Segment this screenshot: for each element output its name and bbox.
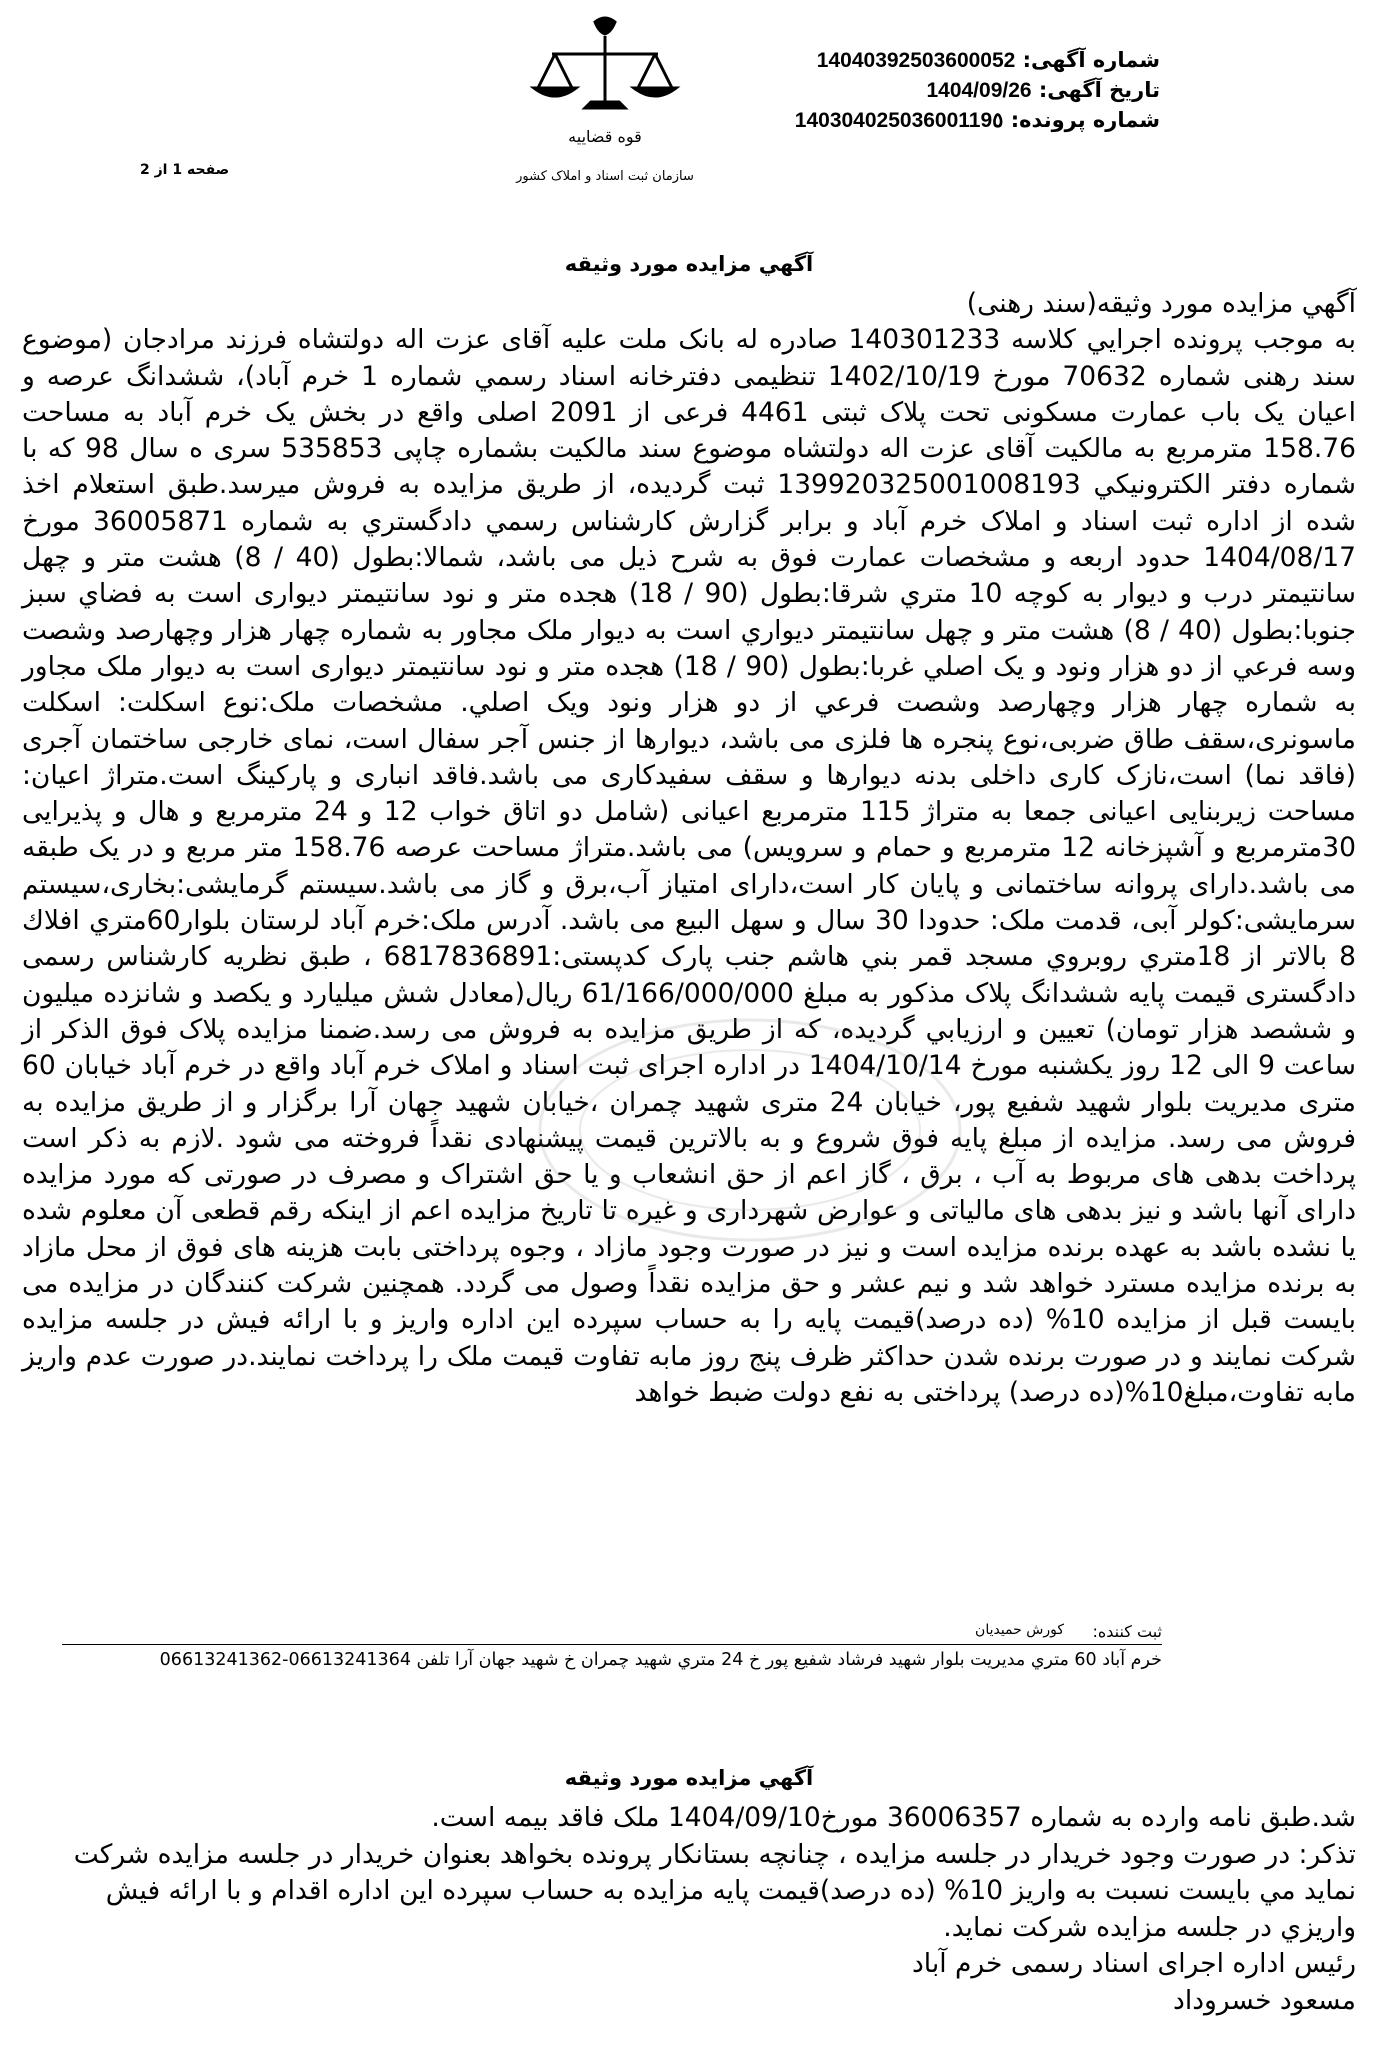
case-number-row: [780, 108, 1160, 133]
page2-title: آگهي مزايده مورد وثيقه: [564, 1766, 814, 1790]
judiciary-emblem-icon: [500, 10, 710, 210]
page1-title: آگهي مزايده مورد وثيقه: [564, 252, 814, 276]
ad-date-value: 1404/09/26: [926, 79, 1032, 102]
emblem-text-judiciary: قوه قضاییه: [568, 127, 642, 146]
recorder-row: [0, 1620, 1162, 1646]
watermark-stamp-icon: [520, 1000, 980, 1260]
ad-number-value: 14040392503600052: [816, 49, 1016, 72]
signer-title: رئیس اداره اجرای اسناد رسمی خرم آباد: [911, 1948, 1356, 1979]
footer-divider: [62, 1644, 1162, 1645]
page1-subtitle: آگهي مزايده مورد وثيقه(سند رهنی): [966, 288, 1356, 319]
page1-paragraph: به موجب پرونده اجرايي كلاسه 140301233 صادره له بانک ملت علیه آقای عزت اله دولتشاه فرزند مرادجان (موضوع سند رهنی شماره 70632 مورخ 1402/10/19 تنظیمی دفترخانه اسناد رسمي شماره 1 خرم آباد)، ششدانگ عرصه و اعیان یک باب عمارت مسکونی تحت پلاک ثبتی 4461 فرعی از 2091 اصلی واقع در بخش یک خرم آباد به مساحت 158.76 مترمربع به مالکیت آقای عزت اله دولتشاه موضوع سند مالکیت بشماره چاپی 535853 سری ه سال 98 که با شماره دفتر الكترونيكي 139920325001008193 ثبت گردیده، از طريق مزايده به فروش ميرسد.طبق استعلام اخذ شده از اداره ثبت اسناد و املاک خرم آباد و برابر گزارش كارشناس رسمي دادگستري به شماره 36005871 مورخ 1404/08/17 حدود اربعه و مشخصات عمارت فوق به شرح ذیل می باشد، شمالا:بطول (40 / 8) هشت متر و چهل سانتیمتر درب و دیوار به کوچه 10 متري شرقا:بطول (90 / 18) هجده متر و نود سانتیمتر دیواری است به فضاي سبز جنوبا:بطول (40 / 8) هشت متر و چهل سانتيمتر ديواري است به دیوار ملک مجاور به شماره چهار هزار وچهارصد وشصت وسه فرعي از دو هزار ونود و یک اصلي غربا:بطول (90 / 18) هجده متر و نود سانتیمتر دیواری است به دیوار ملک مجاور به شماره چهار هزار وچهارصد وشصت فرعي از دو هزار ونود ويک اصلي. مشخصات ملک:نوع اسکلت: اسکلت ماسونری،سقف طاق ضربی،نوع پنجره ها فلزی می باشد، دیوارها از جنس آجر سفال است، نمای خارجی ساختمان آجری (فاقد نما) است،نازک کاری داخلی بدنه دیوارها و سقف سفیدکاری می باشد.فاقد انباری و پارکینگ است.متراژ اعیان: مساحت زیربنایی اعیانی جمعا به متراژ 115 مترمربع اعیانی (شامل دو اتاق خواب 12 و 24 مترمربع و هال و پذیرایی 30مترمربع و آشپزخانه 12 مترمربع و حمام و سرویس) می باشد.متراژ مساحت عرصه 158.76 متر مربع و در یک طبقه می باشد.دارای پروانه ساختمانی و پایان کار است،دارای امتیاز آب،برق و گاز می باشد.سیستم گرمایشی:بخاری،سیستم سرمایشی:کولر آبی، قدمت ملک: حدودا 30 سال و سهل البیع می باشد. آدرس ملک:خرم آباد لرستان بلوار60متري افلاك 8 بالاتر از 18متري روبروي مسجد قمر بني هاشم جنب پارک کدپستی:6817836891 ، طبق نظریه کارشناس رسمی دادگستری قیمت پایه ششدانگ پلاک مذکور به مبلغ 61/166/000/000 ريال(معادل شش میلیارد و یکصد و شانزده میلیون و ششصد هزار تومان) تعيين و ارزيابي گرديده، كه از طريق مزايده به فروش مى رسد.ضمنا مزايده پلاک فوق الذكر از ساعت 9 الی 12 روز یکشنبه مورخ 1404/10/14 در اداره اجرای ثبت اسناد و املاک خرم آباد واقع در خرم آباد خیابان 60 متری مدیریت بلوار شهید شفیع پور، خیابان 24 متری شهید چمران ،خیابان شهید جهان آرا برگزار و از طریق مزایده به فروش می رسد. مزايده از مبلغ پايه فوق شروع و به بالاترين قيمت پيشنهادی نقداً فروخته مى شود .لازم به ذکر است پرداخت بدهی های مربوط به آب ، برق ، گاز اعم از حق انشعاب و يا حق اشتراک و مصرف در صورتى كه مورد مزايده داراى آنها باشد و نيز بدهى هاى مالياتى و عوارض شهرداری و غيره تا تاريخ مزايده اعم از اينكه رقم قطعى آن معلوم شده يا نشده باشد به عهده برنده مزايده است و نيز در صورت وجود مازاد ، وجوه پرداختى بابت هزينه هاى فوق از محل مازاد به برنده مزايده مسترد خواهد شد و نيم عشر و حق مزايده نقداً وصول مى گردد. همچنین شرکت کنندگان در مزایده می بایست قبل از مزایده 10% (ده درصد)قیمت پایه را به حساب سپرده این اداره واریز و با ارائه فیش در جلسه مزایده شرکت نمایند و در صورت برنده شدن حداکثر ظرف پنج روز مابه تفاوت قیمت ملک را پرداخت نمایند.در صورت عدم واریز مابه تفاوت،مبلغ10%(ده درصد) پرداختی به نفع دولت ضبط خواهد: [22, 324, 1357, 1408]
case-number-value: 14030402503600119٥: [794, 109, 1004, 132]
signer-name: مسعود خسروداد: [1173, 1984, 1356, 2016]
page2-line1: شد.طبق نامه وارده به شماره 36006357 مورخ1404/09/10 ملک فاقد بیمه است.: [431, 1802, 1356, 1833]
recorder-name: کورش حمیدیان: [975, 1622, 1064, 1638]
emblem-text-org: سازمان ثبت اسناد و املاک کشور: [516, 169, 694, 184]
ad-date-label: تاریخ آگهی:: [1038, 78, 1160, 102]
ad-number-row: [780, 48, 1160, 73]
case-number-label: شماره پرونده:: [1010, 108, 1160, 132]
page2-body: [22, 1800, 1356, 2019]
ad-date-row: [780, 78, 1160, 103]
page2-note: تذكر: در صورت وجود خريدار در جلسه مزايده ، چنانچه بستانكار پرونده بخواهد بعنوان خريدار در جلسه مزايده شركت نمايد مي بايست نسبت به واريز 10% (ده درصد)قیمت پایه مزایده به حساب سپرده این اداره اقدام و با ارائه فيش واريزي در جلسه مزايده شركت نمايد.: [73, 1838, 1356, 1943]
ad-number-label: شماره آگهی:: [1022, 48, 1160, 72]
footer-address: خرم آباد 60 متري مديريت بلوار شهيد فرشاد شفيع پور خ 24 متري شهيد چمران خ شهيد جهان آرا تلفن 06613241364-06613241362: [159, 1650, 1162, 1670]
page-number: صفحه 1 از 2: [140, 162, 230, 178]
recorder-label: ثبت کننده:: [1092, 1622, 1162, 1641]
